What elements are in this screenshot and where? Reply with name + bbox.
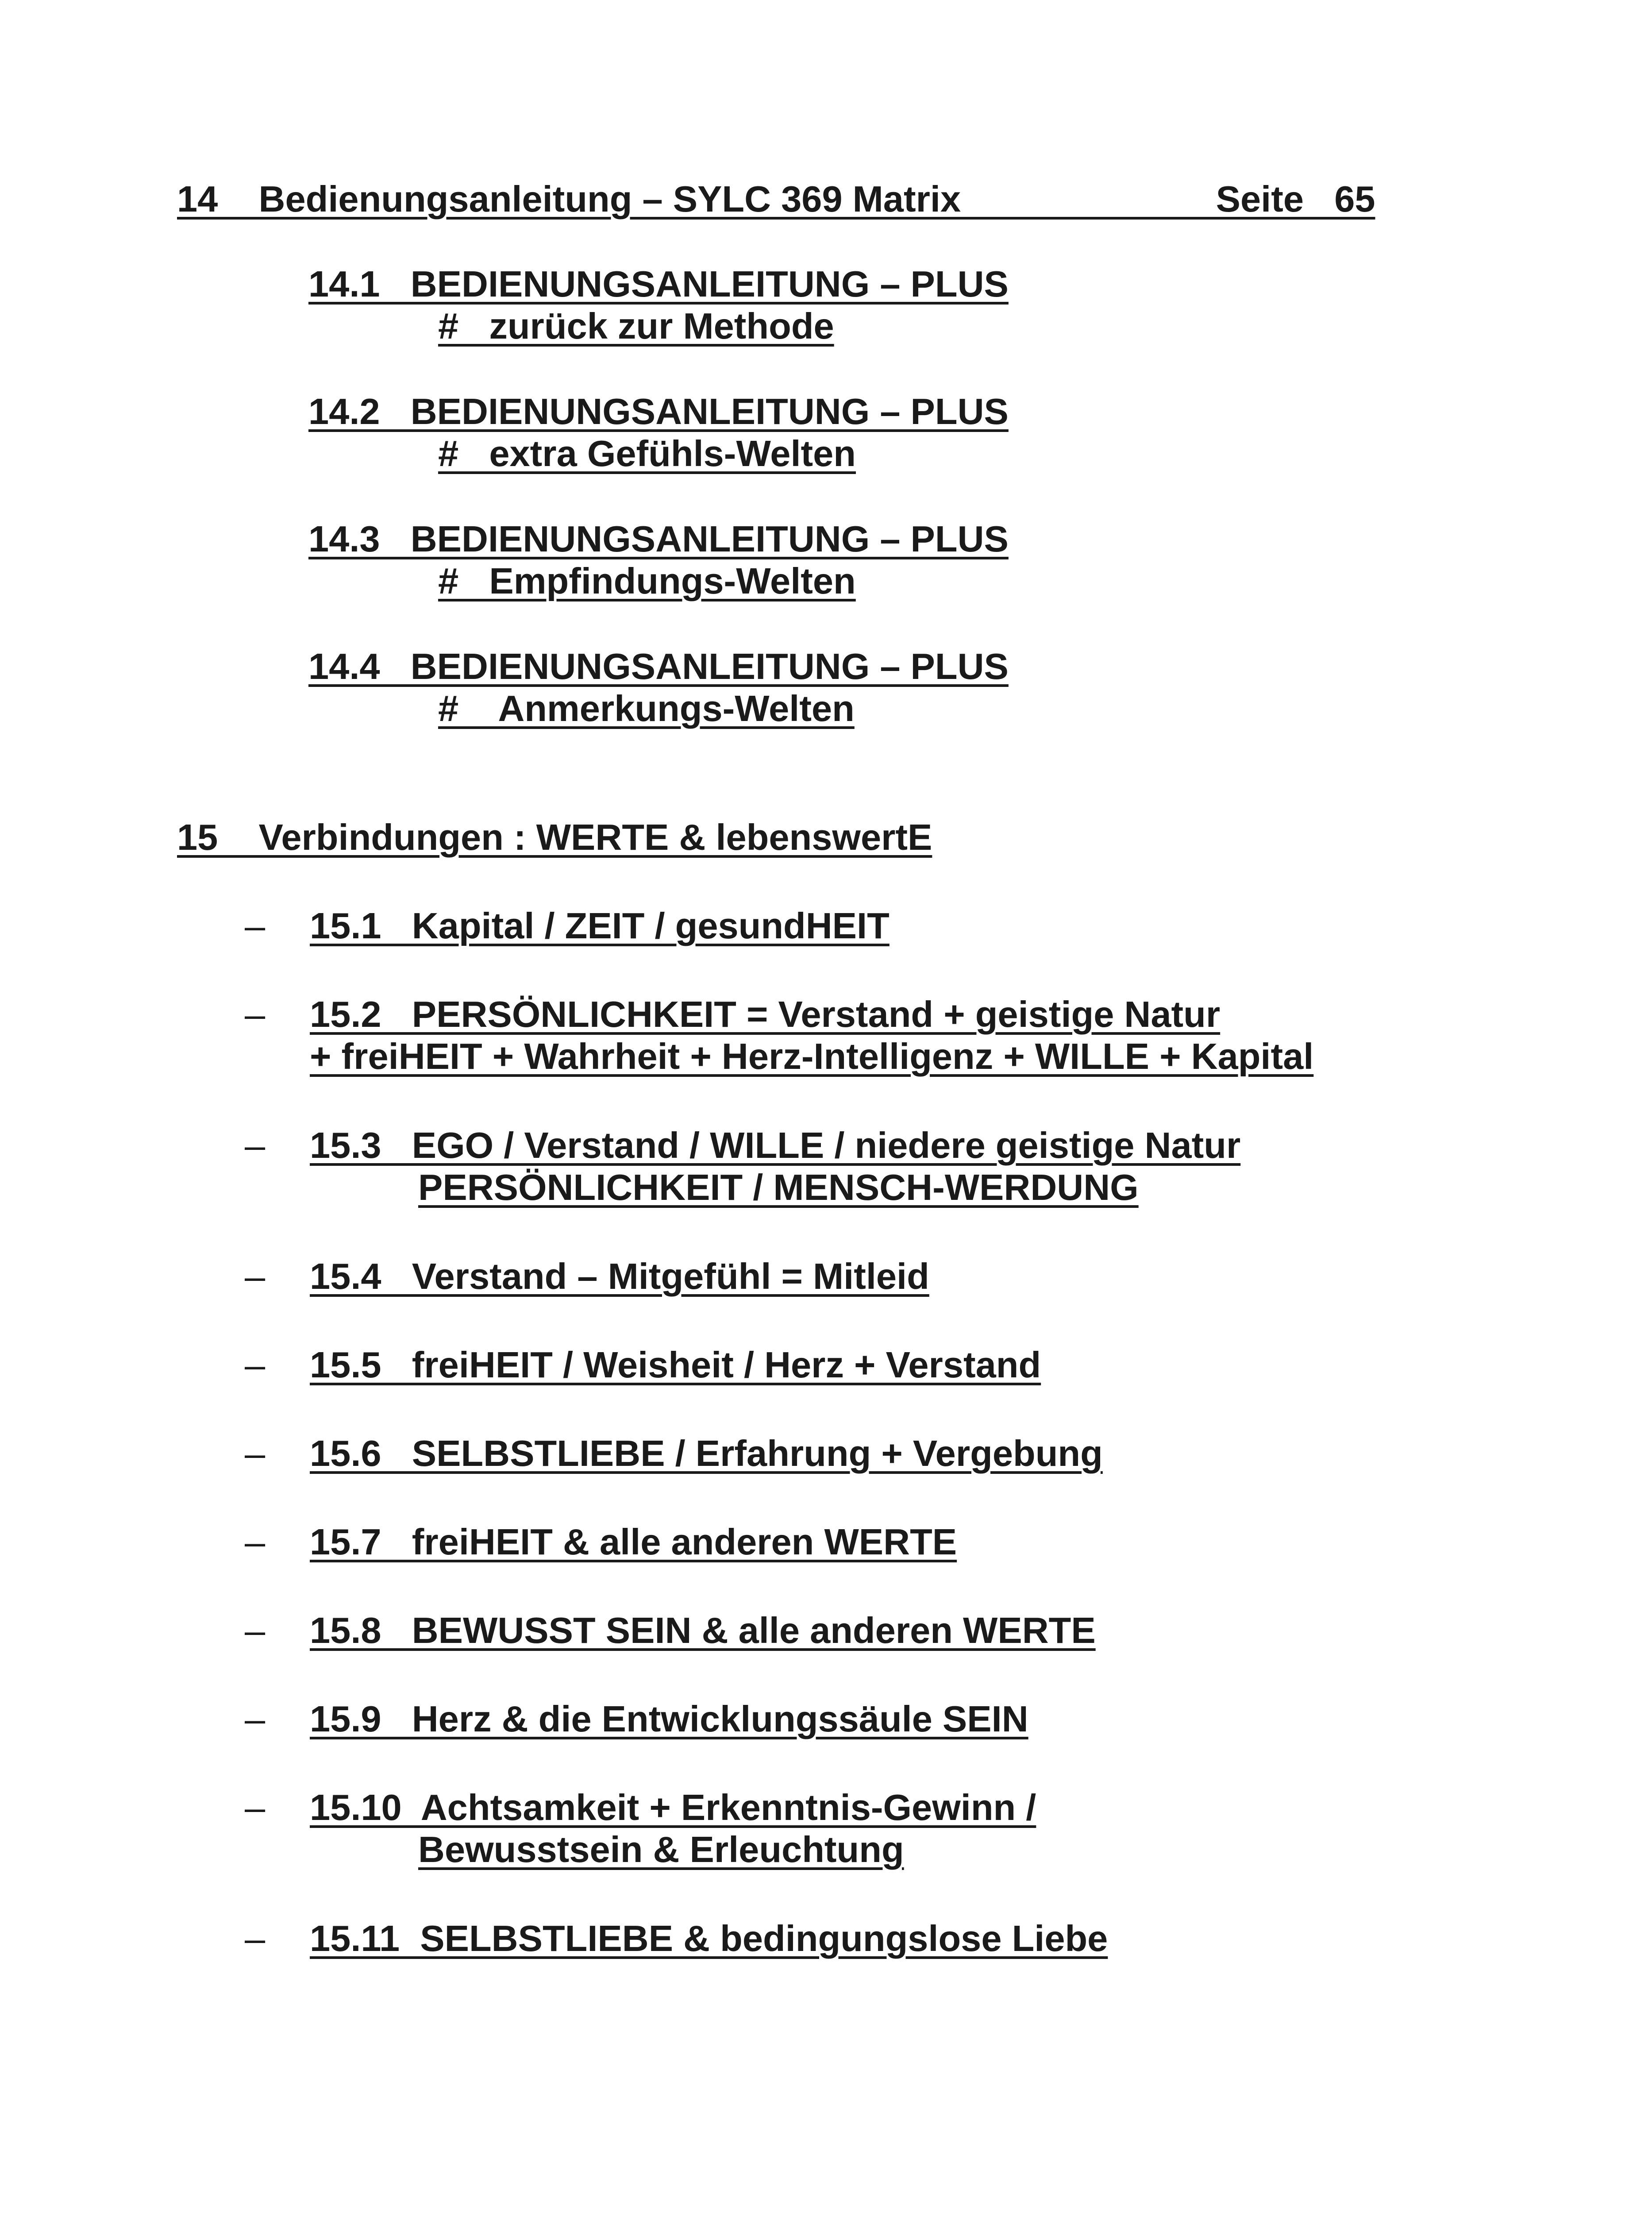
list-dash: –	[245, 994, 266, 1035]
list-dash: –	[245, 1125, 266, 1166]
list-dash: –	[245, 1610, 266, 1651]
toc-entry-15-1[interactable]: 15.1 Kapital / ZEIT / gesundHEIT	[310, 905, 890, 946]
list-dash: –	[245, 1698, 266, 1739]
toc-entry-14-1-title[interactable]: 14.1 BEDIENUNGSANLEITUNG – PLUS	[308, 263, 1009, 305]
toc-entry-15-4[interactable]: 15.4 Verstand – Mitgefühl = Mitleid	[310, 1256, 929, 1297]
toc-entry-15-10-cont[interactable]: Bewusstsein & Erleuchtung	[418, 1829, 904, 1870]
list-dash: –	[245, 1918, 266, 1959]
section-15-heading[interactable]: 15 Verbindungen : WERTE & lebenswertE	[177, 817, 932, 858]
toc-entry-15-9[interactable]: 15.9 Herz & die Entwicklungssäule SEIN	[310, 1698, 1028, 1739]
toc-entry-14-3-title[interactable]: 14.3 BEDIENUNGSANLEITUNG – PLUS	[308, 518, 1009, 559]
toc-entry-15-3[interactable]: 15.3 EGO / Verstand / WILLE / niedere geistige Natur	[310, 1125, 1241, 1166]
toc-entry-15-6[interactable]: 15.6 SELBSTLIEBE / Erfahrung + Vergebung	[310, 1433, 1103, 1474]
toc-entry-14-2-sub[interactable]: # extra Gefühls-Welten	[438, 433, 856, 474]
toc-entry-14-1-sub[interactable]: # zurück zur Methode	[438, 305, 834, 347]
section-14-heading[interactable]: 14 Bedienungsanleitung – SYLC 369 Matrix Seite 65	[177, 178, 1375, 220]
list-dash: –	[245, 905, 266, 946]
toc-entry-15-11[interactable]: 15.11 SELBSTLIEBE & bedingungslose Liebe	[310, 1918, 1108, 1959]
toc-entry-14-3-sub[interactable]: # Empfindungs-Welten	[438, 560, 856, 601]
toc-entry-15-2-cont[interactable]: + freiHEIT + Wahrheit + Herz-Intelligenz + WILLE + Kapital	[310, 1036, 1314, 1077]
list-dash: –	[245, 1433, 266, 1474]
list-dash: –	[245, 1256, 266, 1297]
toc-entry-14-4-title[interactable]: 14.4 BEDIENUNGSANLEITUNG – PLUS	[308, 646, 1009, 687]
toc-entry-15-10[interactable]: 15.10 Achtsamkeit + Erkenntnis-Gewinn /	[310, 1787, 1036, 1828]
toc-entry-15-8[interactable]: 15.8 BEWUSST SEIN & alle anderen WERTE	[310, 1610, 1096, 1651]
list-dash: –	[245, 1344, 266, 1385]
list-dash: –	[245, 1787, 266, 1828]
toc-entry-15-2[interactable]: 15.2 PERSÖNLICHKEIT = Verstand + geistige Natur	[310, 994, 1221, 1035]
list-dash: –	[245, 1521, 266, 1562]
toc-entry-15-3-cont[interactable]: PERSÖNLICHKEIT / MENSCH-WERDUNG	[418, 1167, 1139, 1208]
toc-entry-15-5[interactable]: 15.5 freiHEIT / Weisheit / Herz + Verstand	[310, 1344, 1041, 1385]
toc-entry-14-2-title[interactable]: 14.2 BEDIENUNGSANLEITUNG – PLUS	[308, 391, 1009, 432]
toc-entry-15-7[interactable]: 15.7 freiHEIT & alle anderen WERTE	[310, 1521, 957, 1562]
toc-entry-14-4-sub[interactable]: # Anmerkungs-Welten	[438, 688, 855, 729]
